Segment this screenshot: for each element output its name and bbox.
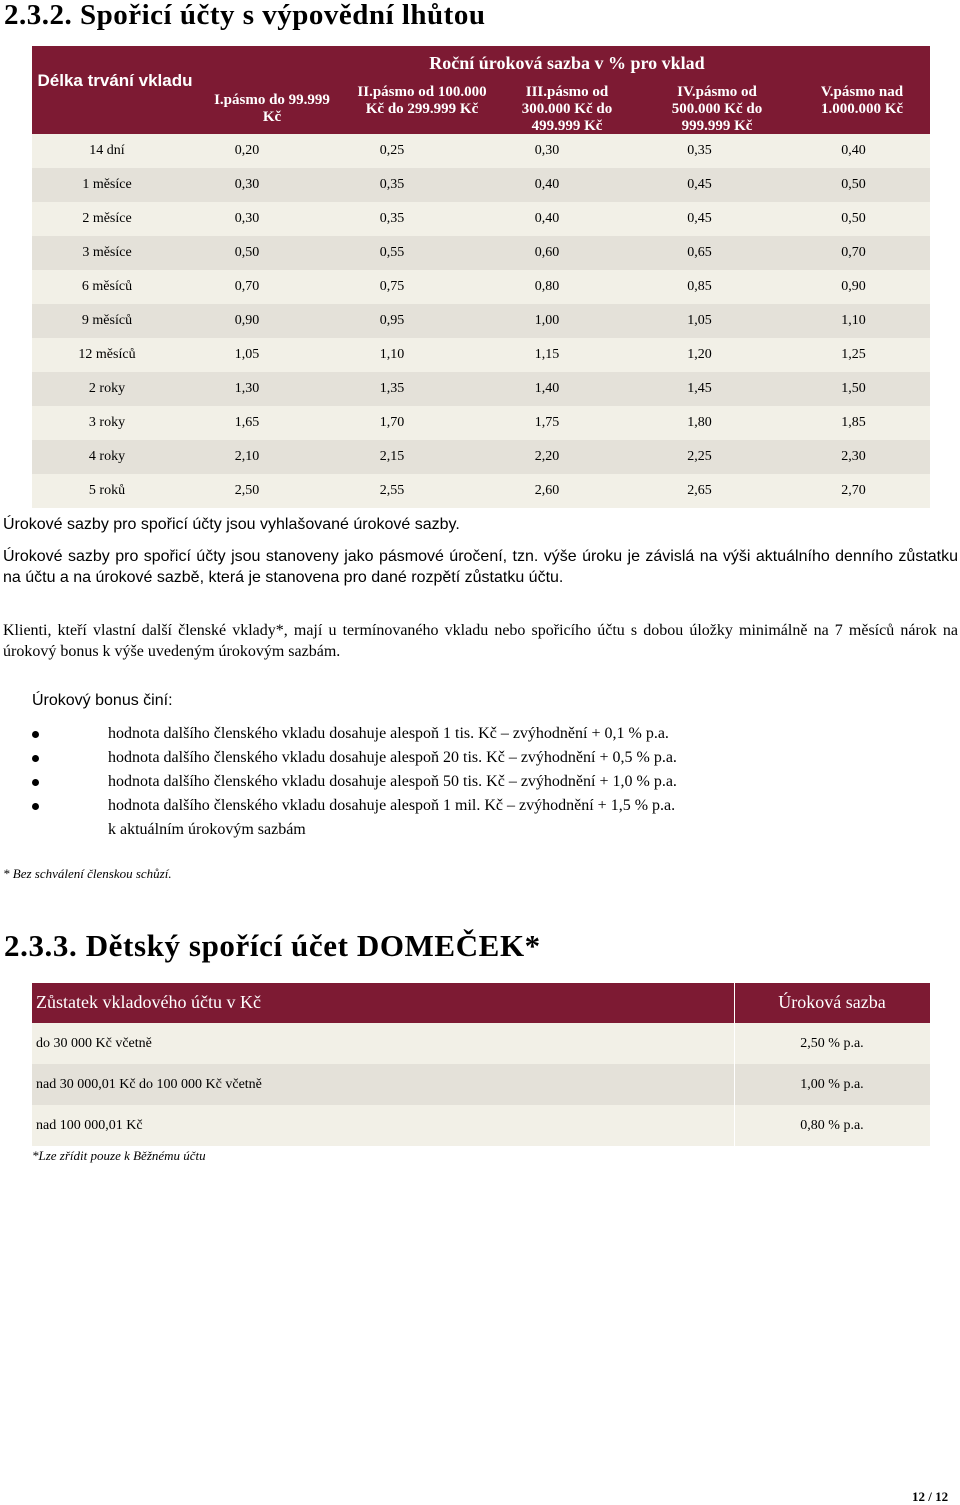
band-2-header: II.pásmo od 100.000 Kč do 299.999 Kč [357,84,487,117]
section-heading-domecek: 2.3.3. Dětský spořící účet DOMEČEK* [4,928,541,963]
rates-row [32,372,930,406]
band-3-header: III.pásmo od 300.000 Kč do 499.999 Kč [521,84,613,134]
rate-cell: 1,70 [379,415,405,430]
rate-cell: 0,25 [379,143,405,158]
rate-cell: 0,60 [534,245,560,260]
rate-cell: 1,30 [234,381,260,396]
rate-cell: 0,90 [234,313,260,328]
note-bonus-eligibility: Klienti, kteří vlastní další členské vklady*, mají u termínovaného vkladu nebo spořicího účtu s dobou úložky minimálně na 7 měsíců nárok na úrokový bonus k výše uvedeným úrokovým sazbám. [3,622,958,660]
rates-row [32,406,930,440]
rates-row [32,202,930,236]
rate-cell: 1,15 [534,347,560,362]
rate-cell: 0,85 [687,279,712,294]
bonus-title: Úrokový bonus činí: [32,692,173,709]
rate-cell: 0,80 % p.a. [800,1117,864,1133]
rate-cell: 2,50 [234,483,260,498]
duration-cell: 6 měsíců [81,279,133,294]
balance-range-cell: do 30 000 Kč včetně [36,1035,152,1051]
rate-cell: 1,75 [534,415,560,430]
balance-range-cell: nad 30 000,01 Kč do 100 000 Kč včetně [36,1076,262,1092]
rates-row [32,168,930,202]
duration-cell: 2 roky [88,381,126,396]
duration-cell: 9 měsíců [81,313,133,328]
rate-cell: 0,50 [841,211,866,226]
rates-table-header [32,46,930,134]
rates-row [32,236,930,270]
rate-cell: 0,30 [534,143,560,158]
rate-cell: 0,70 [841,245,866,260]
duration-cell: 14 dní [89,143,125,158]
rate-cell: 0,95 [379,313,405,328]
band-1-header: I.pásmo do 99.999 Kč [214,92,330,125]
rate-cell: 1,00 % p.a. [800,1076,864,1092]
rate-cell: 0,45 [687,211,712,226]
rate-cell: 0,30 [234,211,260,226]
duration-cell: 12 měsíců [78,347,136,362]
rate-cell: 0,80 [534,279,560,294]
balance-column-header: Zůstatek vkladového účtu v Kč [36,992,261,1012]
bullet-icon [32,803,39,810]
note-band-interest: Úrokové sazby pro spořicí účty jsou stanoveny jako pásmové úročení, tzn. výše úroku je závislá na výši aktuálního denního zůstatku na účtu a na úrokové sazbě, která je stanovena pro dané rozpětí zůstatku účtu. [3,548,958,586]
rate-cell: 2,30 [841,449,866,464]
rates-row [32,304,930,338]
duration-cell: 4 roky [88,449,126,464]
page-number: 12 / 12 [912,1489,949,1504]
duration-cell: 5 roků [88,483,126,498]
column-divider [734,1105,735,1146]
column-divider [734,1064,735,1105]
note-announced-rates: Úrokové sazby pro spořicí účty jsou vyhlašované úrokové sazby. [3,516,460,533]
rate-cell: 1,35 [379,381,405,396]
section-heading-savings: 2.3.2. Spořicí účty s výpovědní lhůtou [4,0,486,31]
rate-cell: 2,55 [379,483,405,498]
rate-cell: 0,40 [534,211,560,226]
duration-cell: 2 měsíce [82,211,132,226]
rate-cell: 2,20 [534,449,560,464]
rate-cell: 0,35 [379,211,405,226]
rate-cell: 0,70 [234,279,260,294]
rate-cell: 2,15 [379,449,405,464]
rate-column-header: Úroková sazba [778,992,886,1012]
bonus-tail: k aktuálním úrokovým sazbám [108,821,306,838]
rates-row [32,134,930,168]
rate-cell: 1,20 [687,347,712,362]
bullet-icon [32,779,39,786]
rates-row [32,474,930,508]
rate-cell: 1,10 [379,347,405,362]
band-5-header: V.pásmo nad 1.000.000 Kč [820,84,904,117]
band-4-header: IV.pásmo od 500.000 Kč do 999.999 Kč [671,84,763,134]
rate-cell: 0,40 [534,177,560,192]
rate-cell: 0,35 [379,177,405,192]
rate-cell: 1,40 [534,381,560,396]
duration-cell: 3 roky [88,415,126,430]
rate-cell: 1,05 [687,313,712,328]
rate-cell: 1,00 [534,313,560,328]
rate-cell: 2,60 [534,483,560,498]
rate-cell: 1,50 [841,381,866,396]
rates-row [32,440,930,474]
rate-cell: 0,45 [687,177,712,192]
rate-cell: 0,40 [841,143,866,158]
rate-cell: 0,30 [234,177,260,192]
rate-cell: 2,50 % p.a. [800,1035,864,1051]
rate-cell: 2,70 [841,483,866,498]
rate-cell: 1,85 [841,415,866,430]
rates-row [32,270,930,304]
domecek-row [32,1105,930,1146]
rate-cell: 0,65 [687,245,712,260]
rate-cell: 0,20 [234,143,260,158]
rate-cell: 0,35 [687,143,712,158]
rate-group-title: Roční úroková sazba v % pro vklad [429,53,705,73]
rate-cell: 0,55 [379,245,405,260]
rate-cell: 2,10 [234,449,260,464]
domecek-row [32,1023,930,1064]
domecek-row [32,1064,930,1105]
rate-cell: 1,05 [234,347,260,362]
footnote-domecek: *Lze zřídit pouze k Běžnému účtu [32,1148,206,1163]
rate-cell: 2,65 [687,483,712,498]
rate-cell: 0,50 [841,177,866,192]
balance-range-cell: nad 100 000,01 Kč [36,1117,143,1133]
duration-column-header: Délka trvání vkladu [37,71,193,90]
rates-row [32,338,930,372]
bullet-icon [32,731,39,738]
rate-cell: 0,75 [379,279,405,294]
duration-cell: 1 měsíce [82,177,132,192]
duration-cell: 3 měsíce [82,245,132,260]
rate-cell: 1,80 [687,415,712,430]
rate-cell: 1,45 [687,381,712,396]
rate-cell: 0,50 [234,245,260,260]
rate-cell: 2,25 [687,449,712,464]
rate-cell: 0,90 [841,279,866,294]
rate-cell: 1,65 [234,415,260,430]
rate-cell: 1,10 [841,313,866,328]
bullet-icon [32,755,39,762]
column-divider [734,1023,735,1064]
rates-table-body [32,134,930,508]
domecek-table-body [32,1023,930,1146]
footnote-bez-schvaleni: * Bez schválení členskou schůzí. [3,866,172,881]
rate-cell: 1,25 [841,347,866,362]
domecek-table-header [32,983,930,1023]
